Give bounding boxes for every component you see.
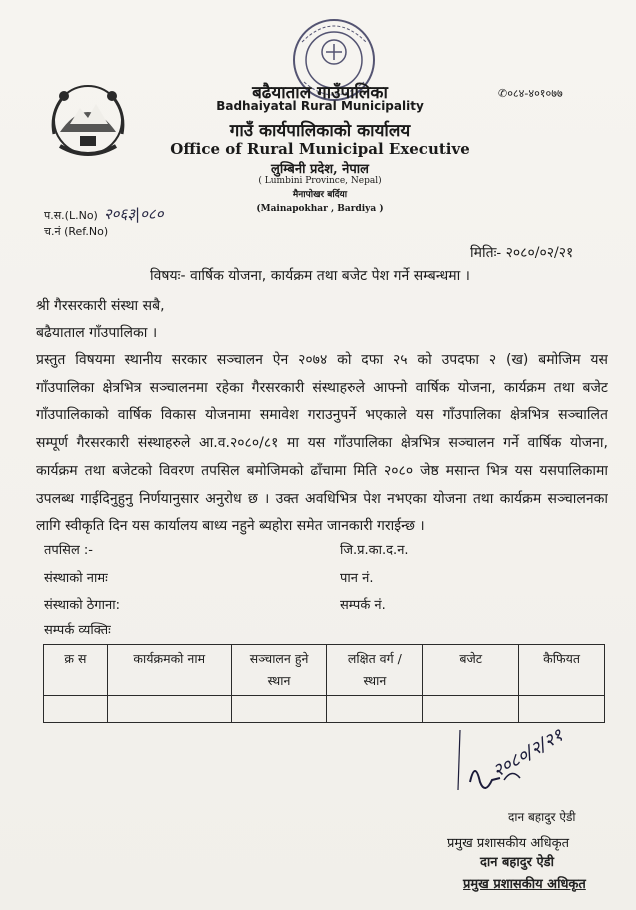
body-line: उपलब्ध गाईदिनुहुनु निर्णयानुसार अनुरोध छ । उक्त अवधिभित्र पेश नभएका योजना तथा कार्यक्रम सञ्चालनका	[36, 490, 608, 507]
letter-number-value: २०६३|०८०	[103, 205, 164, 223]
letter-number-label: प.स.(L.No)	[44, 209, 98, 222]
org-address-label: संस्थाको ठेगाना:	[44, 598, 120, 613]
office-name-np: गाउँ कार्यपालिकाको कार्यालय	[229, 121, 411, 141]
col-target-group: लक्षित वर्ग / स्थान	[327, 645, 423, 696]
location-en: (Mainapokhar , Bardiya )	[256, 204, 384, 214]
signatory-name-handwritten: दान बहादुर ऐडी	[508, 810, 576, 824]
contact-person-label: सम्पर्क व्यक्तिः	[44, 623, 111, 638]
signatory-name-stamp: दान बहादुर ऐडी	[480, 855, 554, 870]
program-table	[43, 644, 605, 723]
org-name-label: संस्थाको नामः	[44, 571, 108, 586]
body-line: गाँउपालिकाको वार्षिक विकास योजनामा समावेश गराउनुपर्ने भएकाले यस गाँउपालिका क्षेत्रभित्र सञ्चालित	[36, 407, 608, 424]
location-np: मैनापोखर बर्दिया	[292, 190, 348, 200]
letter-date: मितिः- २०८०/०२/२१	[470, 245, 574, 261]
body-line: लागि स्वीकृति दिन यस कार्यालय बाध्य नहुने ब्यहोरा समेत जानकारी गराईन्छ ।	[36, 518, 425, 535]
province-en: ( Lumbini Province, Nepal)	[258, 176, 382, 186]
body-line: सम्पूर्ण गैरसरकारी संस्थाहरुले आ.व.२०८०/८१ मा यस गाँउपालिका क्षेत्रभित्र सञ्चालन गर्ने वार्षिक योजना,	[36, 435, 608, 452]
col-program-name: कार्यक्रमको नाम	[107, 645, 231, 696]
ref-number-label: च.नं (Ref.No)	[44, 225, 109, 238]
office-name-en: Office of Rural Municipal Executive	[170, 140, 470, 158]
municipality-name-np: बढैयाताल गाउँपालिका	[252, 83, 388, 103]
signature-handwritten-date: २०८०/२/२१	[489, 724, 567, 782]
table-header-row	[44, 645, 605, 696]
nepal-emblem-icon	[40, 72, 136, 164]
col-budget: बजेट	[423, 645, 519, 696]
province-np: लुम्बिनी प्रदेश, नेपाल	[271, 162, 369, 177]
col-location: सञ्चालन हुने स्थान	[231, 645, 327, 696]
letter-body	[36, 347, 608, 541]
registration-number-label: जि.प्र.का.द.न.	[340, 543, 409, 558]
body-line: कार्यक्रम तथा बजेटको विवरण तपसिल बमोजिमको ढाँचामा मिति २०८० जेष्ठ मसान्त भित्र यस यसपालिकामा	[36, 462, 608, 479]
body-line: गाँउपालिका क्षेत्रभित्र सञ्चालनमा रहेका गैरसरकारी संस्थाहरुले आफ्नो वार्षिक योजना, कार्यक्रम तथा बजेट	[36, 379, 608, 396]
letter-number	[44, 204, 164, 224]
pan-number-label: पान नं.	[340, 571, 374, 586]
contact-number-label: सम्पर्क नं.	[340, 598, 386, 613]
recipient-line-2: बढैयाताल गाँउपालिका ।	[36, 325, 158, 341]
body-line: प्रस्तुत विषयमा स्थानीय सरकार सञ्चालन ऐन २०७४ को दफा २५ को उपदफा २ (ख) बमोजिम यस	[36, 352, 608, 368]
signatory-title-handwritten: प्रमुख प्रशासकीय अधिकृत	[447, 836, 570, 851]
col-remarks: कैफियत	[519, 645, 605, 696]
municipality-name-en: Badhaiyatal Rural Municipality	[216, 99, 424, 113]
recipient-line-1: श्री गैरसरकारी संस्था सबै,	[36, 298, 165, 314]
tapsil-label: तपसिल :-	[44, 543, 93, 558]
col-serial: क्र स	[44, 645, 108, 696]
signatory-title-stamp: प्रमुख प्रशासकीय अधिकृत	[463, 877, 586, 892]
table-row	[44, 696, 605, 723]
office-phone: ✆०८४-४०१०७७	[498, 87, 563, 100]
letter-subject: विषयः- वार्षिक योजना, कार्यक्रम तथा बजेट पेश गर्ने सम्बन्धमा ।	[150, 268, 470, 284]
